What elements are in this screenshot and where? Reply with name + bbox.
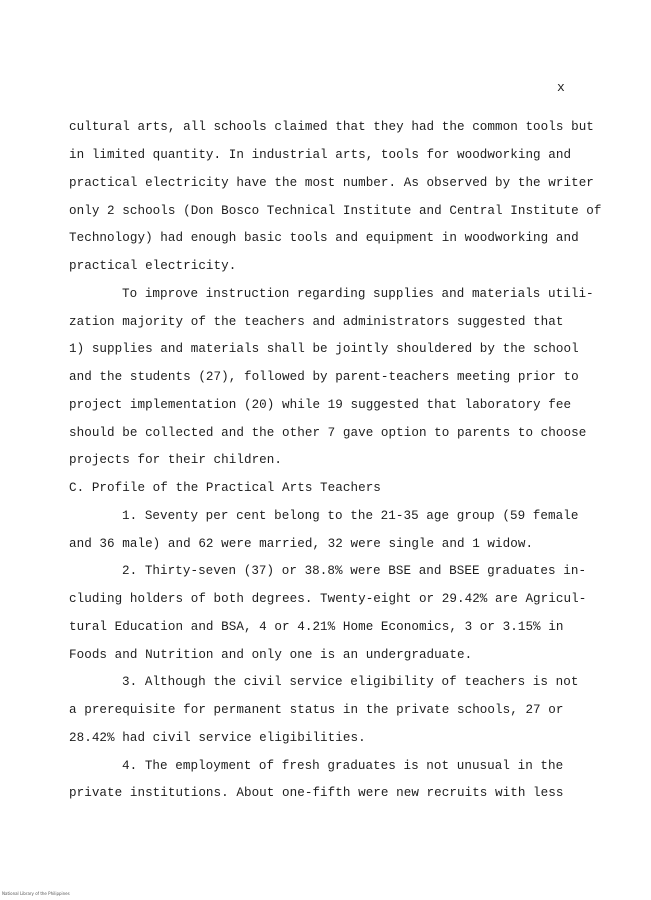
text-line: Technology) had enough basic tools and equipment in woodworking and <box>69 231 579 245</box>
text-line: 28.42% had civil service eligibilities. <box>69 731 366 745</box>
text-line: in limited quantity. In industrial arts, tools for woodworking and <box>69 148 572 162</box>
text-line: 3. Although the civil service eligibility of teachers is not <box>122 675 579 689</box>
text-line: a prerequisite for permanent status in the private schools, 27 or <box>69 703 564 717</box>
text-line: private institutions. About one-fifth were new recruits with less <box>69 786 564 800</box>
text-line: should be collected and the other 7 gave option to parents to choose <box>69 426 587 440</box>
text-line: Foods and Nutrition and only one is an undergraduate. <box>69 648 473 662</box>
text-line: only 2 schools (Don Bosco Technical Institute and Central Institute of <box>69 204 602 218</box>
text-line: 1. Seventy per cent belong to the 21-35 age group (59 female <box>122 509 579 523</box>
text-line: projects for their children. <box>69 453 283 467</box>
text-line: 2. Thirty-seven (37) or 38.8% were BSE and BSEE graduates in- <box>122 564 587 578</box>
text-line: To improve instruction regarding supplies and materials utili- <box>122 287 594 301</box>
text-line: practical electricity have the most number. As observed by the writer <box>69 176 594 190</box>
section-heading: C. Profile of the Practical Arts Teachers <box>69 481 381 495</box>
library-footer: National Library of the Philippines <box>2 891 70 896</box>
text-line: cultural arts, all schools claimed that they had the common tools but <box>69 120 594 134</box>
text-line: and the students (27), followed by parent-teachers meeting prior to <box>69 370 579 384</box>
text-line: cluding holders of both degrees. Twenty-eight or 29.42% are Agricul- <box>69 592 587 606</box>
page-number: x <box>557 80 565 95</box>
text-line: project implementation (20) while 19 suggested that laboratory fee <box>69 398 572 412</box>
text-line: 1) supplies and materials shall be jointly shouldered by the school <box>69 342 579 356</box>
text-line: 4. The employment of fresh graduates is not unusual in the <box>122 759 564 773</box>
text-line: and 36 male) and 62 were married, 32 were single and 1 widow. <box>69 537 534 551</box>
text-line: tural Education and BSA, 4 or 4.21% Home Economics, 3 or 3.15% in <box>69 620 564 634</box>
text-line: zation majority of the teachers and administrators suggested that <box>69 315 564 329</box>
text-line: practical electricity. <box>69 259 237 273</box>
